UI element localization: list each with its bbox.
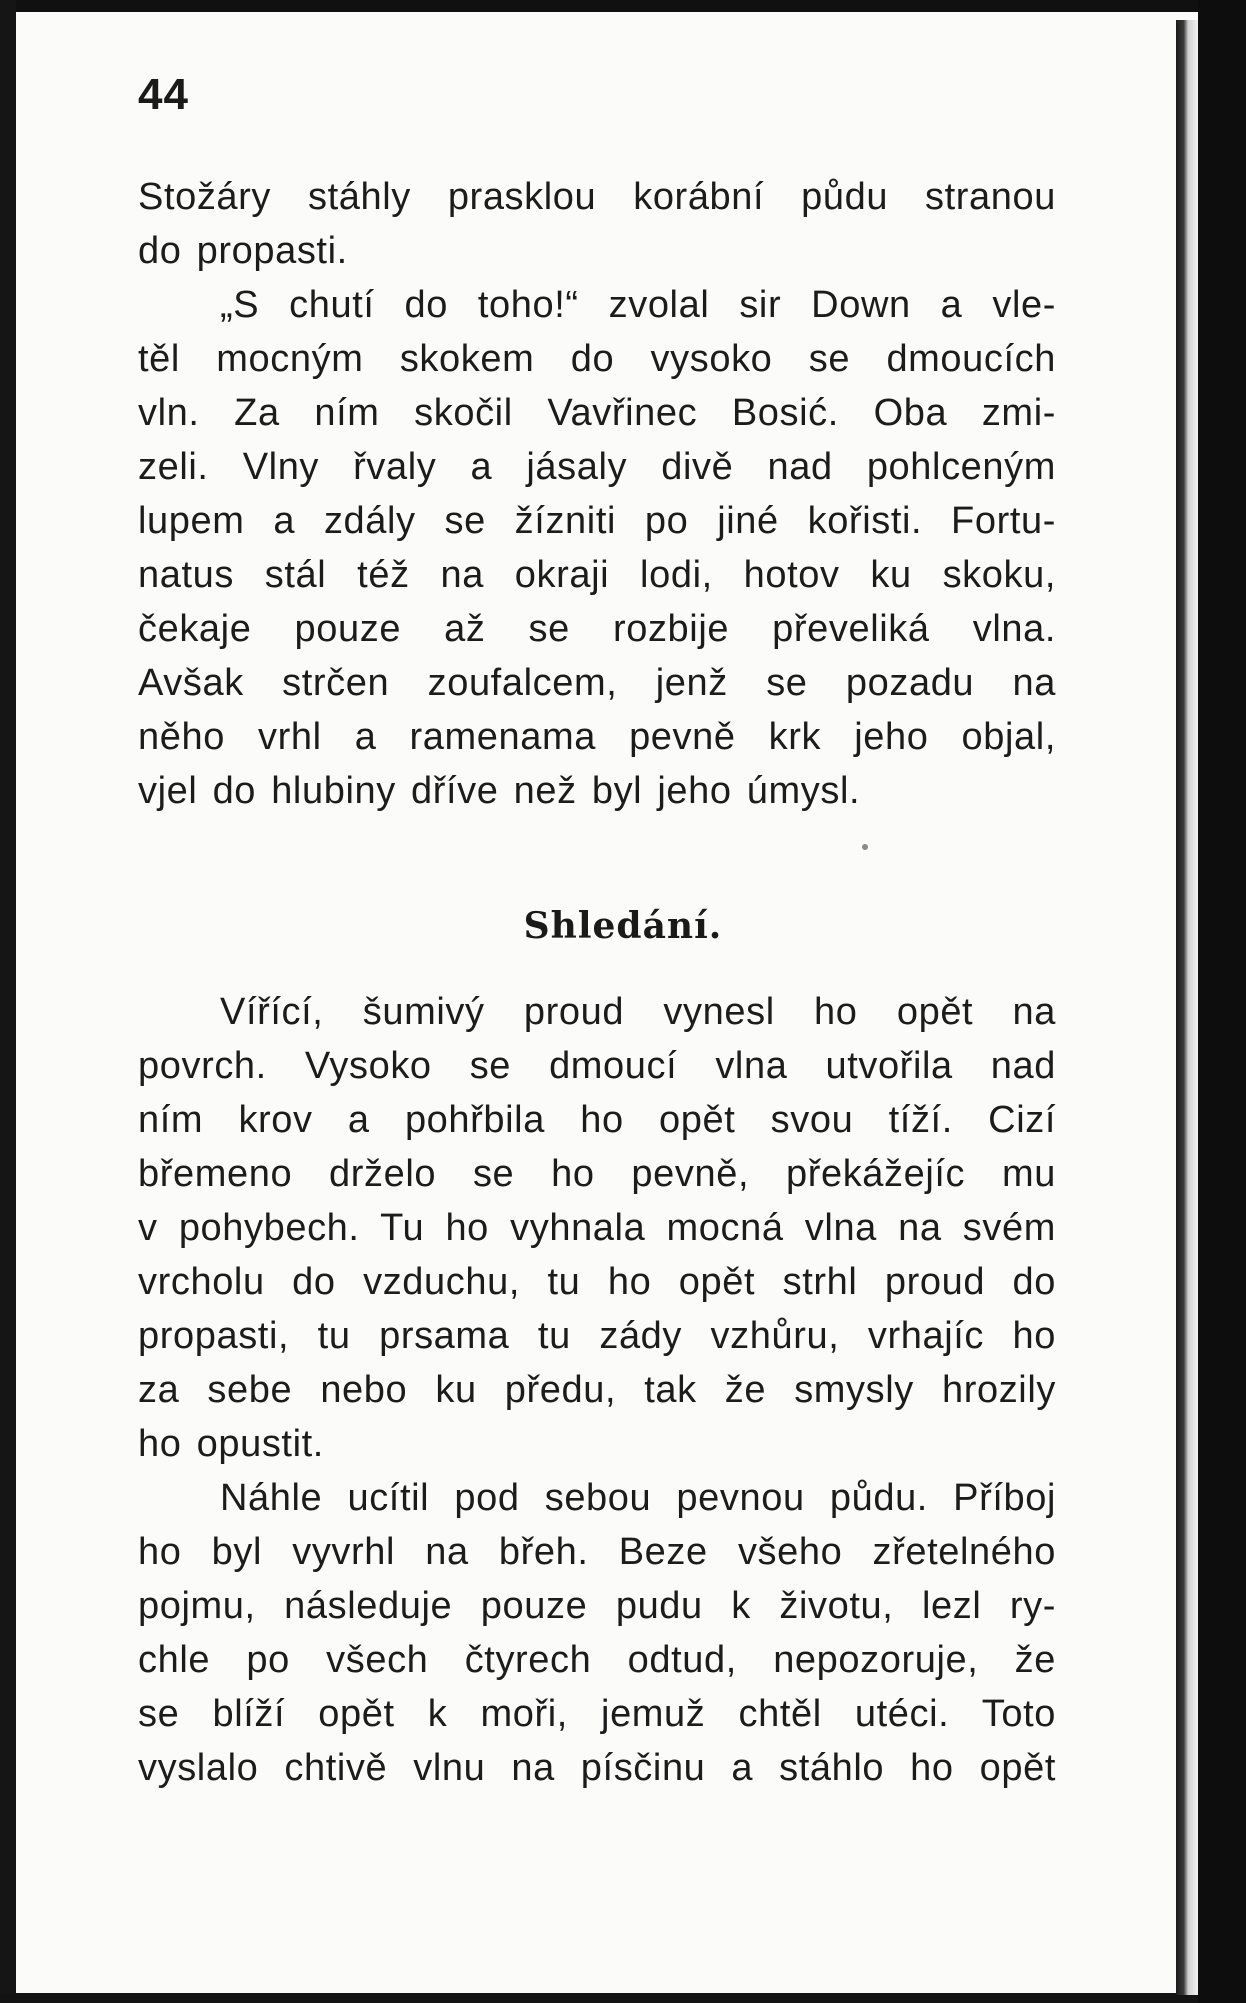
text-line: zeli. Vlny řvaly a jásaly divě nad pohlceným — [138, 446, 1056, 488]
text-line: vyslalo chtivě vlnu na písčinu a stáhlo ho opět — [138, 1747, 1056, 1789]
text-line: ním krov a pohřbila ho opět svou tíží. Cizí — [138, 1099, 1056, 1141]
text-line: chle po všech čtyrech odtud, nepozoruje, že — [138, 1639, 1056, 1681]
section-2-text — [138, 985, 1056, 1795]
text-line: Avšak strčen zoufalcem, jenž se pozadu na — [138, 662, 1056, 704]
text-line: do propasti. — [138, 230, 348, 272]
text-line: „S chutí do toho!“ zvolal sir Down a vle- — [220, 284, 1056, 326]
text-line: ho opustit. — [138, 1423, 324, 1465]
text-line: za sebe nebo ku předu, tak že smysly hrozily — [138, 1369, 1056, 1411]
text-line: natus stál též na okraji lodi, hotov ku skoku, — [138, 554, 1056, 596]
text-line: ho byl vyvrhl na břeh. Beze všeho zřetelného — [138, 1531, 1056, 1573]
text-line: propasti, tu prsama tu zády vzhůru, vrhajíc ho — [138, 1315, 1056, 1357]
text-line: v pohybech. Tu ho vyhnala mocná vlna na svém — [138, 1207, 1056, 1249]
section-heading: Shledání. — [523, 905, 723, 947]
page-number: 44 — [138, 70, 189, 119]
text-line: lupem a zdály se žízniti po jiné kořisti. Fortu- — [138, 500, 1056, 542]
text-line: Vířící, šumivý proud vynesl ho opět na — [220, 991, 1056, 1033]
text-line: Stožáry stáhly prasklou korábní půdu stranou — [138, 176, 1056, 218]
text-line: pojmu, následuje pouze pudu k životu, lezl ry- — [138, 1585, 1056, 1627]
text-line: něho vrhl a ramenama pevně krk jeho objal, — [138, 716, 1056, 758]
text-line: Náhle ucítil pod sebou pevnou půdu. Příboj — [220, 1477, 1056, 1519]
text-line: čekaje pouze až se rozbije převeliká vlna. — [138, 608, 1056, 650]
text-line: se blíží opět k moři, jemuž chtěl utéci. Toto — [138, 1693, 1056, 1735]
text-line: vrcholu do vzduchu, tu ho opět strhl proud do — [138, 1261, 1056, 1303]
text-line: vln. Za ním skočil Vavřinec Bosić. Oba zmi- — [138, 392, 1056, 434]
text-line: povrch. Vysoko se dmoucí vlna utvořila nad — [138, 1045, 1056, 1087]
text-line: vjel do hlubiny dříve než byl jeho úmysl. — [138, 770, 861, 812]
text-line: břemeno drželo se ho pevně, překážejíc mu — [138, 1153, 1056, 1195]
section-1-text — [138, 170, 1056, 818]
text-line: těl mocným skokem do vysoko se dmoucích — [138, 338, 1056, 380]
